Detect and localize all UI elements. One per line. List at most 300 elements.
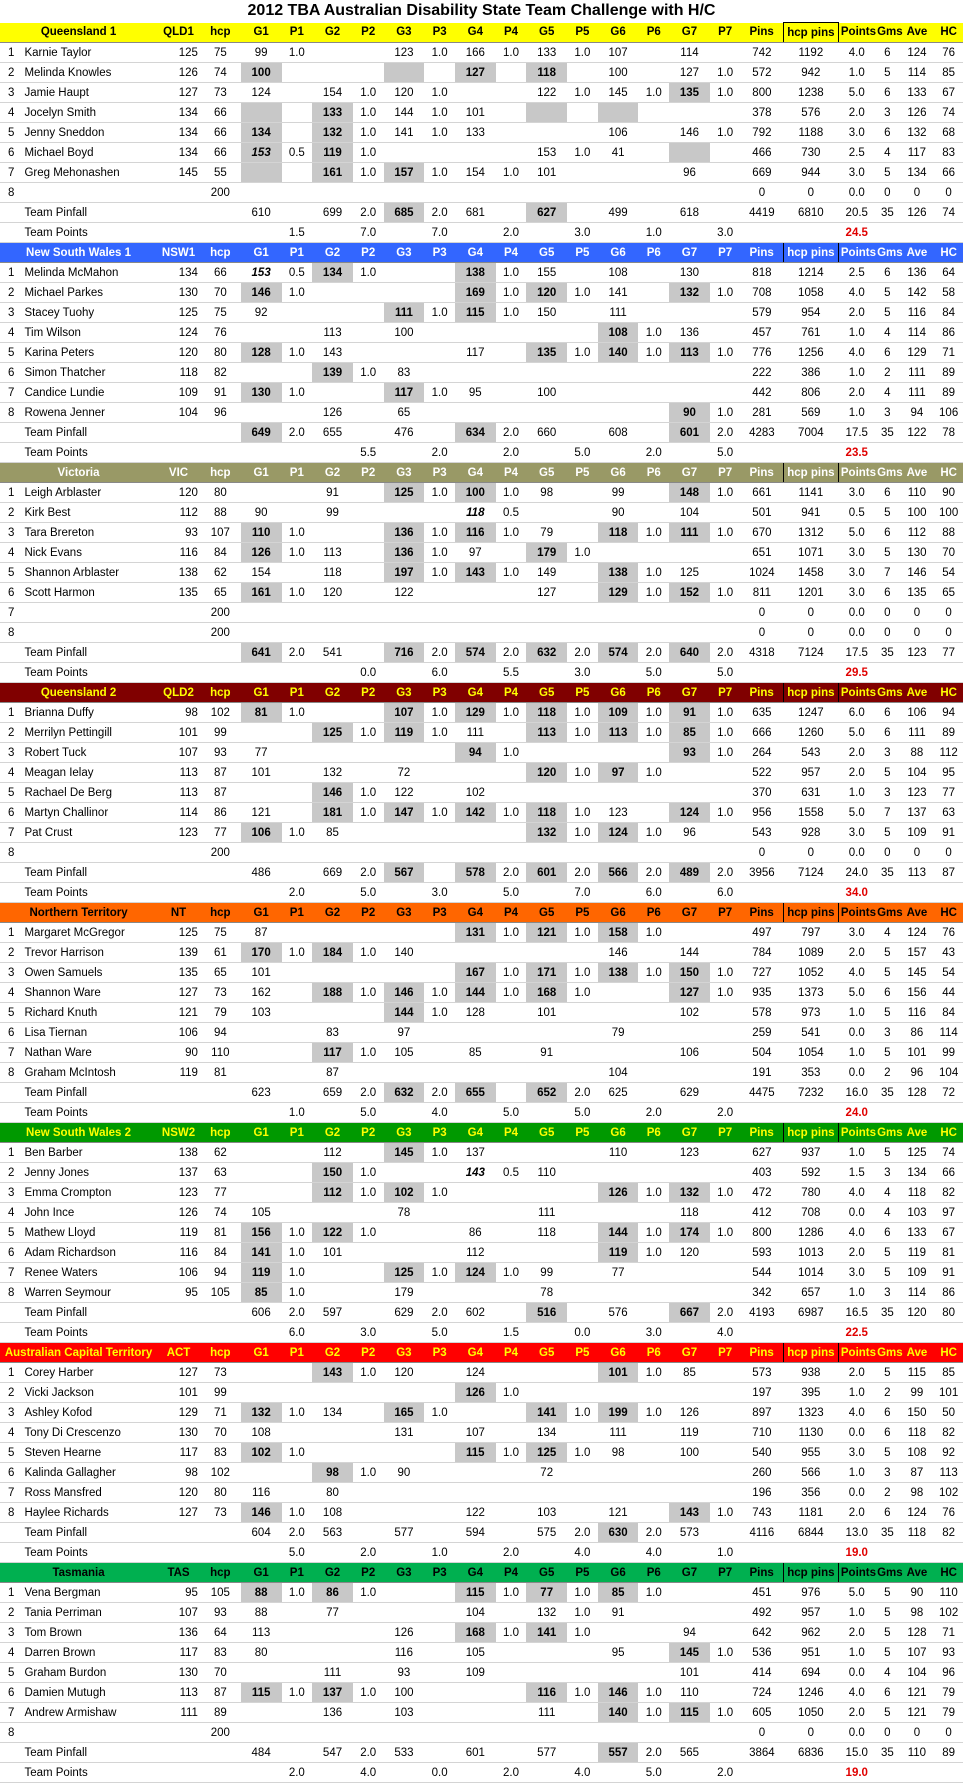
game-score: 111 bbox=[598, 303, 639, 323]
game-point: 1.0 bbox=[496, 983, 527, 1003]
game-point bbox=[496, 1243, 527, 1263]
game-point bbox=[710, 843, 741, 863]
game-score bbox=[598, 1663, 639, 1683]
game-score bbox=[669, 783, 710, 803]
game-point bbox=[638, 783, 669, 803]
player-hc: 66 bbox=[934, 1163, 963, 1183]
team-points-value bbox=[241, 443, 282, 463]
column-header-ave: Ave bbox=[900, 1563, 935, 1583]
game-score bbox=[384, 1383, 425, 1403]
player-rank: 5 bbox=[0, 343, 22, 363]
game-score bbox=[526, 1723, 567, 1743]
player-average: 116 bbox=[157, 543, 200, 563]
player-hc: 112 bbox=[934, 743, 963, 763]
team-pinfall-value: 35 bbox=[875, 863, 899, 883]
column-header-g1: G1 bbox=[241, 1563, 282, 1583]
game-point: 1.0 bbox=[424, 483, 455, 503]
column-header-g1: G1 bbox=[241, 903, 282, 923]
game-point bbox=[424, 1583, 455, 1603]
player-points: 1.0 bbox=[838, 363, 875, 383]
game-point bbox=[424, 1643, 455, 1663]
team-pinfall-value: 35 bbox=[875, 203, 899, 223]
column-header-p5: P5 bbox=[567, 683, 598, 703]
player-hcp-pins: 631 bbox=[783, 783, 838, 803]
game-score bbox=[312, 1283, 353, 1303]
player-points: 2.5 bbox=[838, 263, 875, 283]
column-header-hc: HC bbox=[934, 243, 963, 263]
game-score: 95 bbox=[455, 383, 496, 403]
team-points-value bbox=[669, 1763, 710, 1783]
game-point: 1.0 bbox=[282, 383, 313, 403]
team-code: NT bbox=[157, 903, 200, 923]
player-average: 126 bbox=[157, 63, 200, 83]
player-row bbox=[0, 1463, 963, 1483]
spacer-cell bbox=[783, 883, 838, 903]
player-name: Haylee Richards bbox=[22, 1503, 157, 1523]
game-score bbox=[241, 163, 282, 183]
player-name: Rowena Jenner bbox=[22, 403, 157, 423]
game-score bbox=[241, 1703, 282, 1723]
game-score: 113 bbox=[312, 323, 353, 343]
game-score: 93 bbox=[384, 1663, 425, 1683]
player-points: 2.0 bbox=[838, 743, 875, 763]
game-score: 111 bbox=[669, 523, 710, 543]
player-row bbox=[0, 923, 963, 943]
game-score: 91 bbox=[598, 1603, 639, 1623]
player-handicap: 99 bbox=[200, 723, 241, 743]
player-ave: 150 bbox=[900, 1403, 935, 1423]
game-point: 1.0 bbox=[282, 1283, 313, 1303]
game-point bbox=[710, 603, 741, 623]
game-score: 115 bbox=[669, 1703, 710, 1723]
player-row bbox=[0, 1243, 963, 1263]
game-score: 126 bbox=[241, 543, 282, 563]
column-header-pins: Pins bbox=[740, 903, 783, 923]
game-score bbox=[598, 1043, 639, 1063]
player-name: Robert Tuck bbox=[22, 743, 157, 763]
game-point bbox=[424, 183, 455, 203]
spacer-cell bbox=[875, 223, 899, 243]
player-row bbox=[0, 1263, 963, 1283]
game-score: 109 bbox=[598, 703, 639, 723]
game-point: 1.0 bbox=[710, 1643, 741, 1663]
game-score: 153 bbox=[241, 263, 282, 283]
player-pins: 259 bbox=[740, 1023, 783, 1043]
column-header-p7: P7 bbox=[710, 23, 741, 43]
spacer-cell bbox=[157, 643, 200, 663]
column-header-g2: G2 bbox=[312, 903, 353, 923]
game-score bbox=[669, 623, 710, 643]
player-pins: 457 bbox=[740, 323, 783, 343]
game-point: 1.0 bbox=[353, 803, 384, 823]
game-score: 108 bbox=[241, 1423, 282, 1443]
player-name: Shannon Ware bbox=[22, 983, 157, 1003]
game-point: 1.0 bbox=[567, 1403, 598, 1423]
player-handicap: 91 bbox=[200, 383, 241, 403]
game-score: 98 bbox=[526, 483, 567, 503]
game-point: 1.0 bbox=[496, 923, 527, 943]
game-point bbox=[567, 1663, 598, 1683]
player-hc: 74 bbox=[934, 1143, 963, 1163]
team-pinfall-value: 516 bbox=[526, 1303, 567, 1323]
game-score: 150 bbox=[312, 1163, 353, 1183]
game-point bbox=[496, 323, 527, 343]
team-points-value: 4.0 bbox=[638, 1543, 669, 1563]
player-pins: 956 bbox=[740, 803, 783, 823]
player-pins: 935 bbox=[740, 983, 783, 1003]
game-point bbox=[710, 1603, 741, 1623]
player-pins: 342 bbox=[740, 1283, 783, 1303]
player-games: 2 bbox=[875, 1063, 899, 1083]
player-hcp-pins: 938 bbox=[783, 1363, 838, 1383]
player-rank: 7 bbox=[0, 823, 22, 843]
game-point bbox=[424, 1623, 455, 1643]
game-score: 132 bbox=[526, 823, 567, 843]
game-point bbox=[638, 1443, 669, 1463]
game-point bbox=[496, 1023, 527, 1043]
game-score: 110 bbox=[526, 1163, 567, 1183]
game-score bbox=[598, 1203, 639, 1223]
player-pins: 651 bbox=[740, 543, 783, 563]
game-score: 124 bbox=[455, 1363, 496, 1383]
game-point bbox=[638, 363, 669, 383]
player-hcp-pins: 541 bbox=[783, 1023, 838, 1043]
game-point bbox=[638, 1043, 669, 1063]
game-point bbox=[353, 963, 384, 983]
player-name: Tania Perriman bbox=[22, 1603, 157, 1623]
game-score bbox=[312, 603, 353, 623]
game-point bbox=[282, 1203, 313, 1223]
game-score: 123 bbox=[669, 1143, 710, 1163]
player-ave: 114 bbox=[900, 1283, 935, 1303]
player-pins: 0 bbox=[740, 1723, 783, 1743]
game-score bbox=[669, 543, 710, 563]
player-points: 1.0 bbox=[838, 1383, 875, 1403]
team-pinfall-value: 557 bbox=[598, 1743, 639, 1763]
game-point bbox=[282, 403, 313, 423]
player-handicap: 63 bbox=[200, 1163, 241, 1183]
column-header-p4: P4 bbox=[496, 683, 527, 703]
game-point bbox=[353, 183, 384, 203]
game-point bbox=[282, 1723, 313, 1743]
game-score: 119 bbox=[384, 723, 425, 743]
team-points-value bbox=[526, 1103, 567, 1123]
game-point bbox=[567, 783, 598, 803]
game-point bbox=[282, 783, 313, 803]
team-pinfall-value: 574 bbox=[455, 643, 496, 663]
player-hcp-pins: 944 bbox=[783, 163, 838, 183]
player-hc: 70 bbox=[934, 543, 963, 563]
team-pinfall-value: 2.0 bbox=[567, 1083, 598, 1103]
player-ave: 142 bbox=[900, 283, 935, 303]
game-point bbox=[567, 1223, 598, 1243]
game-score: 136 bbox=[384, 543, 425, 563]
game-point bbox=[567, 63, 598, 83]
team-pinfall-value: 35 bbox=[875, 423, 899, 443]
game-score: 145 bbox=[598, 83, 639, 103]
player-rank: 6 bbox=[0, 1683, 22, 1703]
player-handicap: 200 bbox=[200, 183, 241, 203]
team-points-value bbox=[282, 663, 313, 683]
player-games: 2 bbox=[875, 1483, 899, 1503]
game-point bbox=[567, 1243, 598, 1263]
game-score: 138 bbox=[455, 263, 496, 283]
player-average: 117 bbox=[157, 1643, 200, 1663]
player-hcp-pins: 957 bbox=[783, 763, 838, 783]
game-score: 102 bbox=[455, 783, 496, 803]
team-points-value bbox=[455, 1543, 496, 1563]
team-pinfall-value bbox=[496, 1743, 527, 1763]
player-pins: 800 bbox=[740, 83, 783, 103]
game-score: 131 bbox=[384, 1423, 425, 1443]
player-hc: 58 bbox=[934, 283, 963, 303]
player-games: 6 bbox=[875, 583, 899, 603]
game-point bbox=[710, 43, 741, 63]
game-score: 100 bbox=[241, 63, 282, 83]
team-points-value: 5.0 bbox=[353, 1103, 384, 1123]
spacer-cell bbox=[0, 1083, 22, 1103]
player-hc: 88 bbox=[934, 523, 963, 543]
game-score bbox=[669, 1583, 710, 1603]
player-name: Graham McIntosh bbox=[22, 1063, 157, 1083]
team-points-value bbox=[312, 1763, 353, 1783]
game-score bbox=[526, 103, 567, 123]
player-hc: 91 bbox=[934, 1263, 963, 1283]
player-points: 0.0 bbox=[838, 1483, 875, 1503]
player-points: 4.0 bbox=[838, 1223, 875, 1243]
player-ave: 100 bbox=[900, 503, 935, 523]
player-average: 134 bbox=[157, 143, 200, 163]
player-pins: 0 bbox=[740, 623, 783, 643]
game-score: 136 bbox=[384, 523, 425, 543]
player-name bbox=[22, 603, 157, 623]
game-score: 132 bbox=[312, 123, 353, 143]
column-header-p5: P5 bbox=[567, 1343, 598, 1363]
player-hcp-pins: 1050 bbox=[783, 1703, 838, 1723]
player-handicap: 74 bbox=[200, 1203, 241, 1223]
player-name: Scott Harmon bbox=[22, 583, 157, 603]
player-row bbox=[0, 743, 963, 763]
player-handicap: 73 bbox=[200, 1363, 241, 1383]
player-ave: 128 bbox=[900, 1623, 935, 1643]
game-score: 132 bbox=[669, 1183, 710, 1203]
team-pinfall-value: 2.0 bbox=[496, 863, 527, 883]
player-handicap: 77 bbox=[200, 1183, 241, 1203]
team-points-value: 5.0 bbox=[710, 663, 741, 683]
game-score bbox=[384, 1503, 425, 1523]
player-ave: 0 bbox=[900, 623, 935, 643]
player-points: 2.0 bbox=[838, 1623, 875, 1643]
game-point: 1.0 bbox=[710, 1183, 741, 1203]
player-games: 5 bbox=[875, 283, 899, 303]
column-header-points: Points bbox=[838, 1563, 875, 1583]
player-ave: 130 bbox=[900, 543, 935, 563]
game-point: 1.0 bbox=[424, 1263, 455, 1283]
player-rank: 5 bbox=[0, 1443, 22, 1463]
spacer-cell bbox=[157, 1303, 200, 1323]
game-score: 95 bbox=[598, 1643, 639, 1663]
game-score: 100 bbox=[384, 1683, 425, 1703]
player-name: Adam Richardson bbox=[22, 1243, 157, 1263]
game-point bbox=[353, 1003, 384, 1023]
player-points: 1.0 bbox=[838, 63, 875, 83]
team-points-value bbox=[241, 223, 282, 243]
game-point bbox=[567, 383, 598, 403]
team-header-row bbox=[0, 683, 963, 703]
player-hcp-pins: 954 bbox=[783, 303, 838, 323]
game-point bbox=[353, 603, 384, 623]
game-point bbox=[424, 923, 455, 943]
player-ave: 129 bbox=[900, 343, 935, 363]
player-games: 5 bbox=[875, 1043, 899, 1063]
game-score bbox=[598, 103, 639, 123]
player-rank: 3 bbox=[0, 1183, 22, 1203]
game-score: 152 bbox=[669, 583, 710, 603]
player-hcp-pins: 806 bbox=[783, 383, 838, 403]
game-point bbox=[496, 1703, 527, 1723]
player-row bbox=[0, 1023, 963, 1043]
game-score: 120 bbox=[526, 763, 567, 783]
spacer-cell bbox=[200, 223, 241, 243]
player-pins: 0 bbox=[740, 183, 783, 203]
player-games: 5 bbox=[875, 1703, 899, 1723]
player-average: 124 bbox=[157, 323, 200, 343]
game-score: 126 bbox=[312, 403, 353, 423]
game-score bbox=[241, 1063, 282, 1083]
game-score bbox=[241, 723, 282, 743]
player-handicap: 110 bbox=[200, 1043, 241, 1063]
game-point: 1.0 bbox=[496, 743, 527, 763]
player-games: 4 bbox=[875, 1203, 899, 1223]
team-pinfall-value bbox=[424, 1743, 455, 1763]
spacer-cell bbox=[157, 203, 200, 223]
player-pins: 543 bbox=[740, 823, 783, 843]
game-point bbox=[638, 483, 669, 503]
column-header-p1: P1 bbox=[282, 243, 313, 263]
game-point bbox=[710, 1403, 741, 1423]
player-handicap: 99 bbox=[200, 1383, 241, 1403]
game-point bbox=[353, 703, 384, 723]
team-pinfall-label: Team Pinfall bbox=[22, 643, 157, 663]
player-handicap: 70 bbox=[200, 1663, 241, 1683]
player-handicap: 62 bbox=[200, 1143, 241, 1163]
team-points-value: 2.0 bbox=[638, 443, 669, 463]
game-point bbox=[353, 1643, 384, 1663]
game-score bbox=[384, 603, 425, 623]
game-score: 127 bbox=[669, 983, 710, 1003]
game-point bbox=[424, 763, 455, 783]
game-point bbox=[424, 263, 455, 283]
game-score bbox=[598, 383, 639, 403]
game-point: 0.5 bbox=[496, 1163, 527, 1183]
game-score: 101 bbox=[241, 763, 282, 783]
player-pins: 897 bbox=[740, 1403, 783, 1423]
game-point bbox=[353, 1703, 384, 1723]
game-point: 1.0 bbox=[496, 163, 527, 183]
game-score: 136 bbox=[312, 1703, 353, 1723]
player-row bbox=[0, 263, 963, 283]
column-header-gms: Gms bbox=[875, 1123, 899, 1143]
column-header-p4: P4 bbox=[496, 1123, 527, 1143]
player-hc: 0 bbox=[934, 843, 963, 863]
team-name: New South Wales 2 bbox=[0, 1123, 157, 1143]
game-point bbox=[424, 583, 455, 603]
player-average: 107 bbox=[157, 1603, 200, 1623]
game-score bbox=[598, 623, 639, 643]
player-hcp-pins: 942 bbox=[783, 63, 838, 83]
spacer-cell bbox=[200, 423, 241, 443]
player-ave: 106 bbox=[900, 703, 935, 723]
game-score: 103 bbox=[241, 1003, 282, 1023]
team-code: NSW1 bbox=[157, 243, 200, 263]
player-average: 123 bbox=[157, 823, 200, 843]
player-name: Pat Crust bbox=[22, 823, 157, 843]
game-score: 112 bbox=[312, 1143, 353, 1163]
game-point: 1.0 bbox=[638, 323, 669, 343]
player-rank: 2 bbox=[0, 1603, 22, 1623]
player-pins: 264 bbox=[740, 743, 783, 763]
game-score bbox=[669, 143, 710, 163]
game-score: 125 bbox=[312, 723, 353, 743]
team-pinfall-label: Team Pinfall bbox=[22, 1083, 157, 1103]
team-points-value: 4.0 bbox=[424, 1103, 455, 1123]
game-score: 113 bbox=[669, 343, 710, 363]
player-rank: 1 bbox=[0, 1363, 22, 1383]
game-score: 132 bbox=[241, 1403, 282, 1423]
game-point bbox=[353, 1603, 384, 1623]
player-average: 139 bbox=[157, 943, 200, 963]
team-points-value bbox=[598, 1543, 639, 1563]
game-score: 153 bbox=[241, 143, 282, 163]
game-score bbox=[241, 1163, 282, 1183]
player-row bbox=[0, 1283, 963, 1303]
player-average: 121 bbox=[157, 1003, 200, 1023]
game-point bbox=[710, 1443, 741, 1463]
team-pinfall-value bbox=[282, 1083, 313, 1103]
game-score bbox=[669, 1063, 710, 1083]
team-header-row bbox=[0, 23, 963, 43]
game-point bbox=[282, 923, 313, 943]
game-score bbox=[598, 1723, 639, 1743]
player-average: 106 bbox=[157, 1023, 200, 1043]
game-score bbox=[312, 843, 353, 863]
spacer-cell bbox=[200, 883, 241, 903]
game-point: 1.0 bbox=[638, 583, 669, 603]
game-score: 131 bbox=[455, 923, 496, 943]
column-header-g3: G3 bbox=[384, 683, 425, 703]
player-rank: 7 bbox=[0, 383, 22, 403]
team-pinfall-value: 35 bbox=[875, 643, 899, 663]
game-point bbox=[710, 323, 741, 343]
game-point: 1.0 bbox=[353, 103, 384, 123]
game-point bbox=[496, 1203, 527, 1223]
game-point bbox=[710, 1143, 741, 1163]
player-row bbox=[0, 1063, 963, 1083]
game-point bbox=[282, 1363, 313, 1383]
player-points: 0.0 bbox=[838, 1723, 875, 1743]
player-rank: 2 bbox=[0, 943, 22, 963]
player-pins: 1024 bbox=[740, 563, 783, 583]
team-pinfall-value bbox=[353, 423, 384, 443]
player-row bbox=[0, 983, 963, 1003]
player-pins: 670 bbox=[740, 523, 783, 543]
game-score: 100 bbox=[598, 63, 639, 83]
game-score: 146 bbox=[241, 1503, 282, 1523]
player-average: 109 bbox=[157, 383, 200, 403]
game-point: 1.0 bbox=[282, 823, 313, 843]
game-point bbox=[424, 1203, 455, 1223]
team-pinfall-value: 35 bbox=[875, 1523, 899, 1543]
